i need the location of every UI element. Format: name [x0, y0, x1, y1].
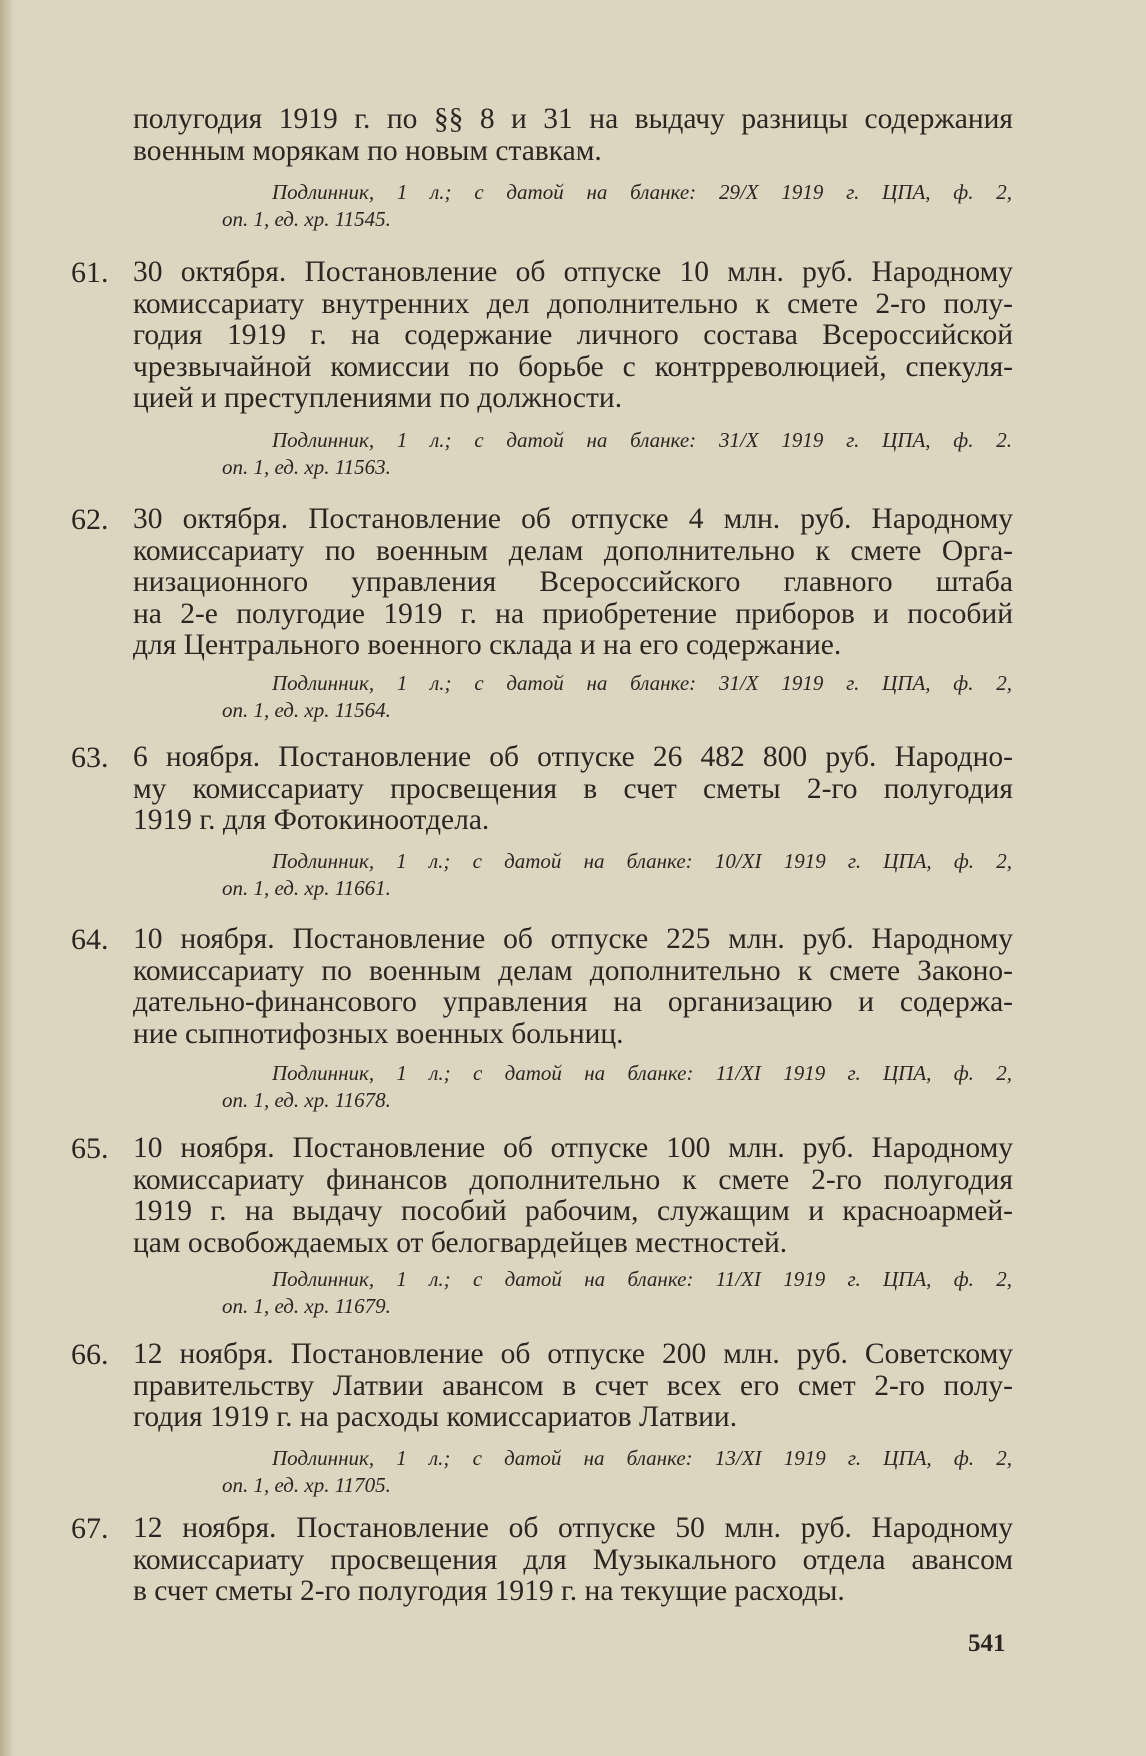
entry-text [133, 1339, 1013, 1434]
text-line: комиссариату финансов дополнительно к смете 2-го полугодия [133, 1164, 1013, 1196]
text-line: правительству Латвии авансом в счет всех его смет 2-го полу- [133, 1370, 1013, 1402]
text-line: 30 октября. Постановление об отпуске 4 млн. руб. Народному [133, 504, 1013, 535]
entry-number: 66. [71, 1338, 109, 1371]
entry-number: 67. [71, 1512, 109, 1545]
text-line: чрезвычайной комиссии по борьбе с контрреволюцией, спекуля- [133, 351, 1013, 383]
text-line: ние сыпнотифозных военных больниц. [133, 1018, 624, 1050]
entry-text [133, 1133, 1013, 1259]
text-line: комиссариату просвещения для Музыкального отдела авансом [133, 1544, 1013, 1576]
source-line: оп. 1, ед. хр. 11661. [222, 876, 391, 900]
text-line: военным морякам по новым ставкам. [133, 135, 602, 167]
text-line: для Центрального военного склада и на его содержание. [133, 630, 842, 661]
text-line: комиссариату внутренних дел дополнительно к смете 2-го полу- [133, 288, 1013, 320]
source-line: Подлинник, 1 л.; с датой на бланке: 11/XI 1919 г. ЦПА, ф. 2, [272, 1267, 1012, 1291]
source-line: оп. 1, ед. хр. 11564. [222, 698, 391, 722]
entry-text [133, 742, 1013, 837]
text-line: 1919 г. для Фотокиноотдела. [133, 805, 490, 836]
source-line: оп. 1, ед. хр. 11705. [222, 1473, 391, 1497]
text-line: 6 ноября. Постановление об отпуске 26 482 800 руб. Народно- [133, 742, 1013, 773]
text-line: цией и преступлениями по должности. [133, 383, 623, 414]
page-edge-shadow [0, 0, 14, 1756]
source-line: оп. 1, ед. хр. 11563. [222, 455, 391, 479]
source-line: оп. 1, ед. хр. 11679. [222, 1294, 391, 1318]
text-line: комиссариату по военным делам дополнительно к смете Законо- [133, 955, 1013, 987]
text-line: 30 октября. Постановление об отпуске 10 млн. руб. Народному [133, 257, 1013, 288]
entry-number: 61. [71, 256, 109, 289]
entry-number: 62. [71, 503, 109, 536]
page-number: 541 [968, 1630, 1006, 1657]
source-line: Подлинник, 1 л.; с датой на бланке: 31/X 1919 г. ЦПА, ф. 2, [272, 671, 1012, 695]
intro-text [133, 104, 1013, 167]
text-line: комиссариату по военным делам дополнительно к смете Орга- [133, 535, 1013, 567]
text-line: 12 ноября. Постановление об отпуске 200 млн. руб. Советскому [133, 1339, 1013, 1370]
entry-number: 64. [71, 923, 109, 956]
source-line: Подлинник, 1 л.; с датой на бланке: 29/X 1919 г. ЦПА, ф. 2, [272, 180, 1012, 204]
text-line: полугодия 1919 г. по §§ 8 и 31 на выдачу разницы содержания [133, 104, 1013, 135]
entry-number: 65. [71, 1132, 109, 1165]
text-line: 10 ноября. Постановление об отпуске 225 млн. руб. Народному [133, 924, 1013, 955]
source-line: оп. 1, ед. хр. 11678. [222, 1088, 391, 1112]
entry-number: 63. [71, 741, 109, 774]
source-line: оп. 1, ед. хр. 11545. [222, 207, 391, 231]
text-line: годия 1919 г. на содержание личного состава Всероссийской [133, 320, 1013, 351]
entry-text [133, 504, 1013, 662]
text-line: цам освобождаемых от белогвардейцев местностей. [133, 1227, 788, 1259]
text-line: му комиссариату просвещения в счет сметы 2-го полугодия [133, 773, 1013, 805]
text-line: на 2-е полугодие 1919 г. на приобретение приборов и пособий [133, 598, 1013, 630]
text-line: в счет сметы 2-го полугодия 1919 г. на текущие расходы. [133, 1576, 845, 1607]
source-line: Подлинник, 1 л.; с датой на бланке: 31/X 1919 г. ЦПА, ф. 2. [272, 428, 1012, 452]
source-line: Подлинник, 1 л.; с датой на бланке: 13/XI 1919 г. ЦПА, ф. 2, [272, 1446, 1012, 1470]
source-line: Подлинник, 1 л.; с датой на бланке: 10/XI 1919 г. ЦПА, ф. 2, [272, 849, 1012, 873]
text-line: 1919 г. на выдачу пособий рабочим, служащим и красноармей- [133, 1196, 1013, 1227]
entry-text [133, 257, 1013, 415]
entry-text [133, 924, 1013, 1050]
source-line: Подлинник, 1 л.; с датой на бланке: 11/XI 1919 г. ЦПА, ф. 2, [272, 1061, 1012, 1085]
text-line: 12 ноября. Постановление об отпуске 50 млн. руб. Народному [133, 1513, 1013, 1544]
text-line: 10 ноября. Постановление об отпуске 100 млн. руб. Народному [133, 1133, 1013, 1164]
text-line: низационного управления Всероссийского главного штаба [133, 567, 1013, 598]
text-line: дательно-финансового управления на организацию и содержа- [133, 987, 1013, 1018]
entry-text [133, 1513, 1013, 1608]
text-line: годия 1919 г. на расходы комиссариатов Латвии. [133, 1402, 738, 1433]
